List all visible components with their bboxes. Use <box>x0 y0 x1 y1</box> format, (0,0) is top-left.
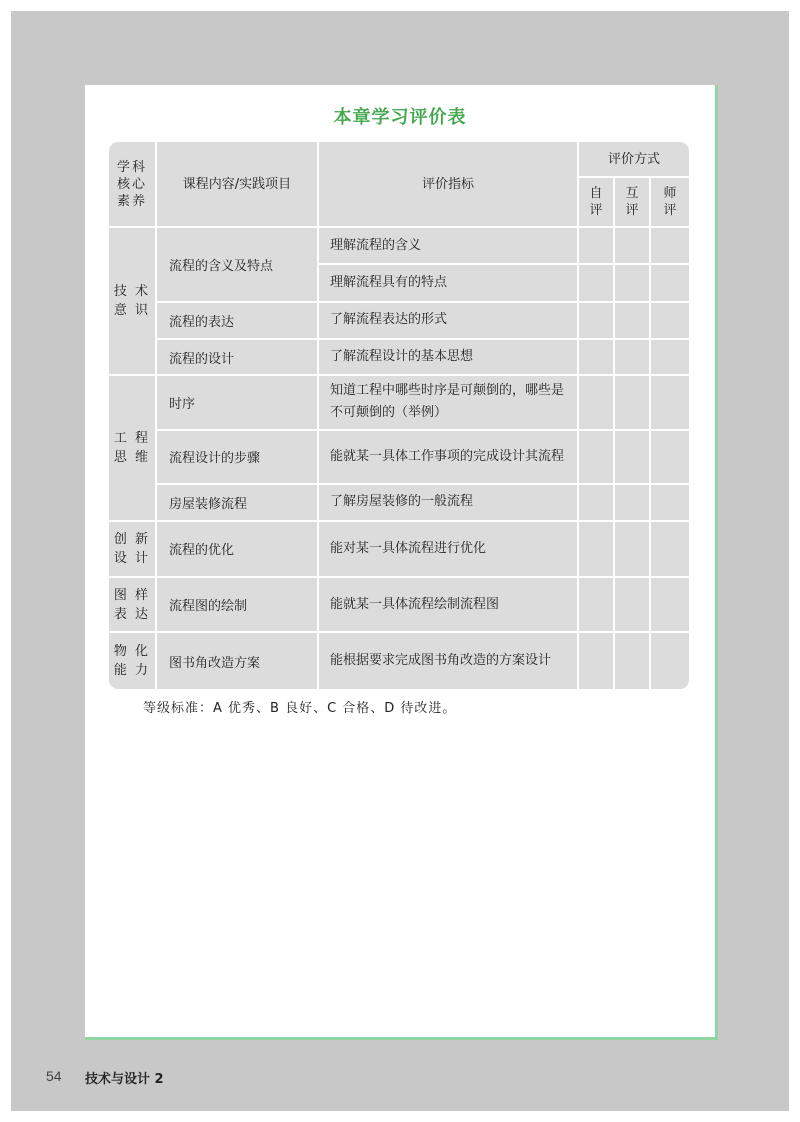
teacher-eval-cell[interactable] <box>651 376 689 430</box>
table-row <box>109 485 689 521</box>
core-cell: 创 新 设 计 <box>109 522 157 578</box>
core-cell: 工 程 思 维 <box>109 376 157 521</box>
page-number: 54 <box>46 1068 62 1084</box>
peer-eval-cell[interactable] <box>615 376 651 430</box>
core-cell: 图 样 表 达 <box>109 578 157 633</box>
page-title: 本章学习评价表 <box>333 107 467 128</box>
content-cell: 图书角改造方案 <box>157 633 319 689</box>
teacher-eval-cell[interactable] <box>651 431 689 485</box>
content-cell: 流程的含义及特点 <box>157 228 319 303</box>
self-eval-cell[interactable] <box>579 340 615 376</box>
self-eval-cell[interactable] <box>579 431 615 485</box>
peer-eval-cell[interactable] <box>615 485 651 521</box>
header-self: 自 评 <box>579 178 615 228</box>
self-eval-cell[interactable] <box>579 578 615 633</box>
evaluation-table <box>109 142 689 689</box>
self-eval-cell[interactable] <box>579 485 615 521</box>
self-eval-cell[interactable] <box>579 522 615 578</box>
grading-standard-note: 等级标准：A 优秀、B 良好、C 合格、D 待改进。 <box>143 701 457 716</box>
teacher-eval-cell[interactable] <box>651 265 689 302</box>
indicator-cell: 了解流程设计的基本思想 <box>319 340 579 376</box>
indicator-cell: 了解流程表达的形式 <box>319 303 579 340</box>
teacher-eval-cell[interactable] <box>651 228 689 265</box>
header-course-content: 课程内容/实践项目 <box>157 142 319 228</box>
teacher-eval-cell[interactable] <box>651 633 689 689</box>
table-row <box>109 340 689 376</box>
core-cell: 技 术 意 识 <box>109 228 157 376</box>
peer-eval-cell[interactable] <box>615 265 651 302</box>
indicator-cell: 能根据要求完成图书角改造的方案设计 <box>319 633 579 689</box>
self-eval-cell[interactable] <box>579 376 615 430</box>
content-cell: 流程的表达 <box>157 303 319 340</box>
table-row <box>109 303 689 340</box>
teacher-eval-cell[interactable] <box>651 303 689 340</box>
content-cell: 房屋装修流程 <box>157 485 319 521</box>
header-core-literacy: 学科 核心 素养 <box>109 142 157 228</box>
self-eval-cell[interactable] <box>579 633 615 689</box>
indicator-cell: 理解流程的含义 <box>319 228 579 265</box>
indicator-cell: 了解房屋装修的一般流程 <box>319 485 579 521</box>
header-method: 评价方式 <box>579 142 689 178</box>
self-eval-cell[interactable] <box>579 265 615 302</box>
content-cell: 流程的设计 <box>157 340 319 376</box>
table-row <box>109 522 689 578</box>
table-row <box>109 228 689 265</box>
table-row <box>109 633 689 689</box>
indicator-cell: 能对某一具体流程进行优化 <box>319 522 579 578</box>
self-eval-cell[interactable] <box>579 228 615 265</box>
self-eval-cell[interactable] <box>579 303 615 340</box>
indicator-cell: 能就某一具体工作事项的完成设计其流程 <box>319 431 579 485</box>
content-cell: 时序 <box>157 376 319 430</box>
content-cell: 流程图的绘制 <box>157 578 319 633</box>
teacher-eval-cell[interactable] <box>651 340 689 376</box>
table-row <box>109 376 689 430</box>
peer-eval-cell[interactable] <box>615 633 651 689</box>
peer-eval-cell[interactable] <box>615 578 651 633</box>
book-title: 技术与设计 2 <box>85 1072 164 1087</box>
document-page <box>85 85 718 1040</box>
core-cell: 物 化 能 力 <box>109 633 157 689</box>
indicator-cell: 理解流程具有的特点 <box>319 265 579 302</box>
header-peer: 互 评 <box>615 178 651 228</box>
teacher-eval-cell[interactable] <box>651 522 689 578</box>
teacher-eval-cell[interactable] <box>651 578 689 633</box>
indicator-cell: 能就某一具体流程绘制流程图 <box>319 578 579 633</box>
indicator-cell: 知道工程中哪些时序是可颠倒的，哪些是不可颠倒的（举例） <box>319 376 579 430</box>
peer-eval-cell[interactable] <box>615 431 651 485</box>
table-row <box>109 431 689 485</box>
teacher-eval-cell[interactable] <box>651 485 689 521</box>
header-indicator: 评价指标 <box>319 142 579 228</box>
peer-eval-cell[interactable] <box>615 522 651 578</box>
peer-eval-cell[interactable] <box>615 228 651 265</box>
peer-eval-cell[interactable] <box>615 340 651 376</box>
table-row <box>109 578 689 633</box>
content-cell: 流程设计的步骤 <box>157 431 319 485</box>
content-cell: 流程的优化 <box>157 522 319 578</box>
peer-eval-cell[interactable] <box>615 303 651 340</box>
header-teacher: 师 评 <box>651 178 689 228</box>
